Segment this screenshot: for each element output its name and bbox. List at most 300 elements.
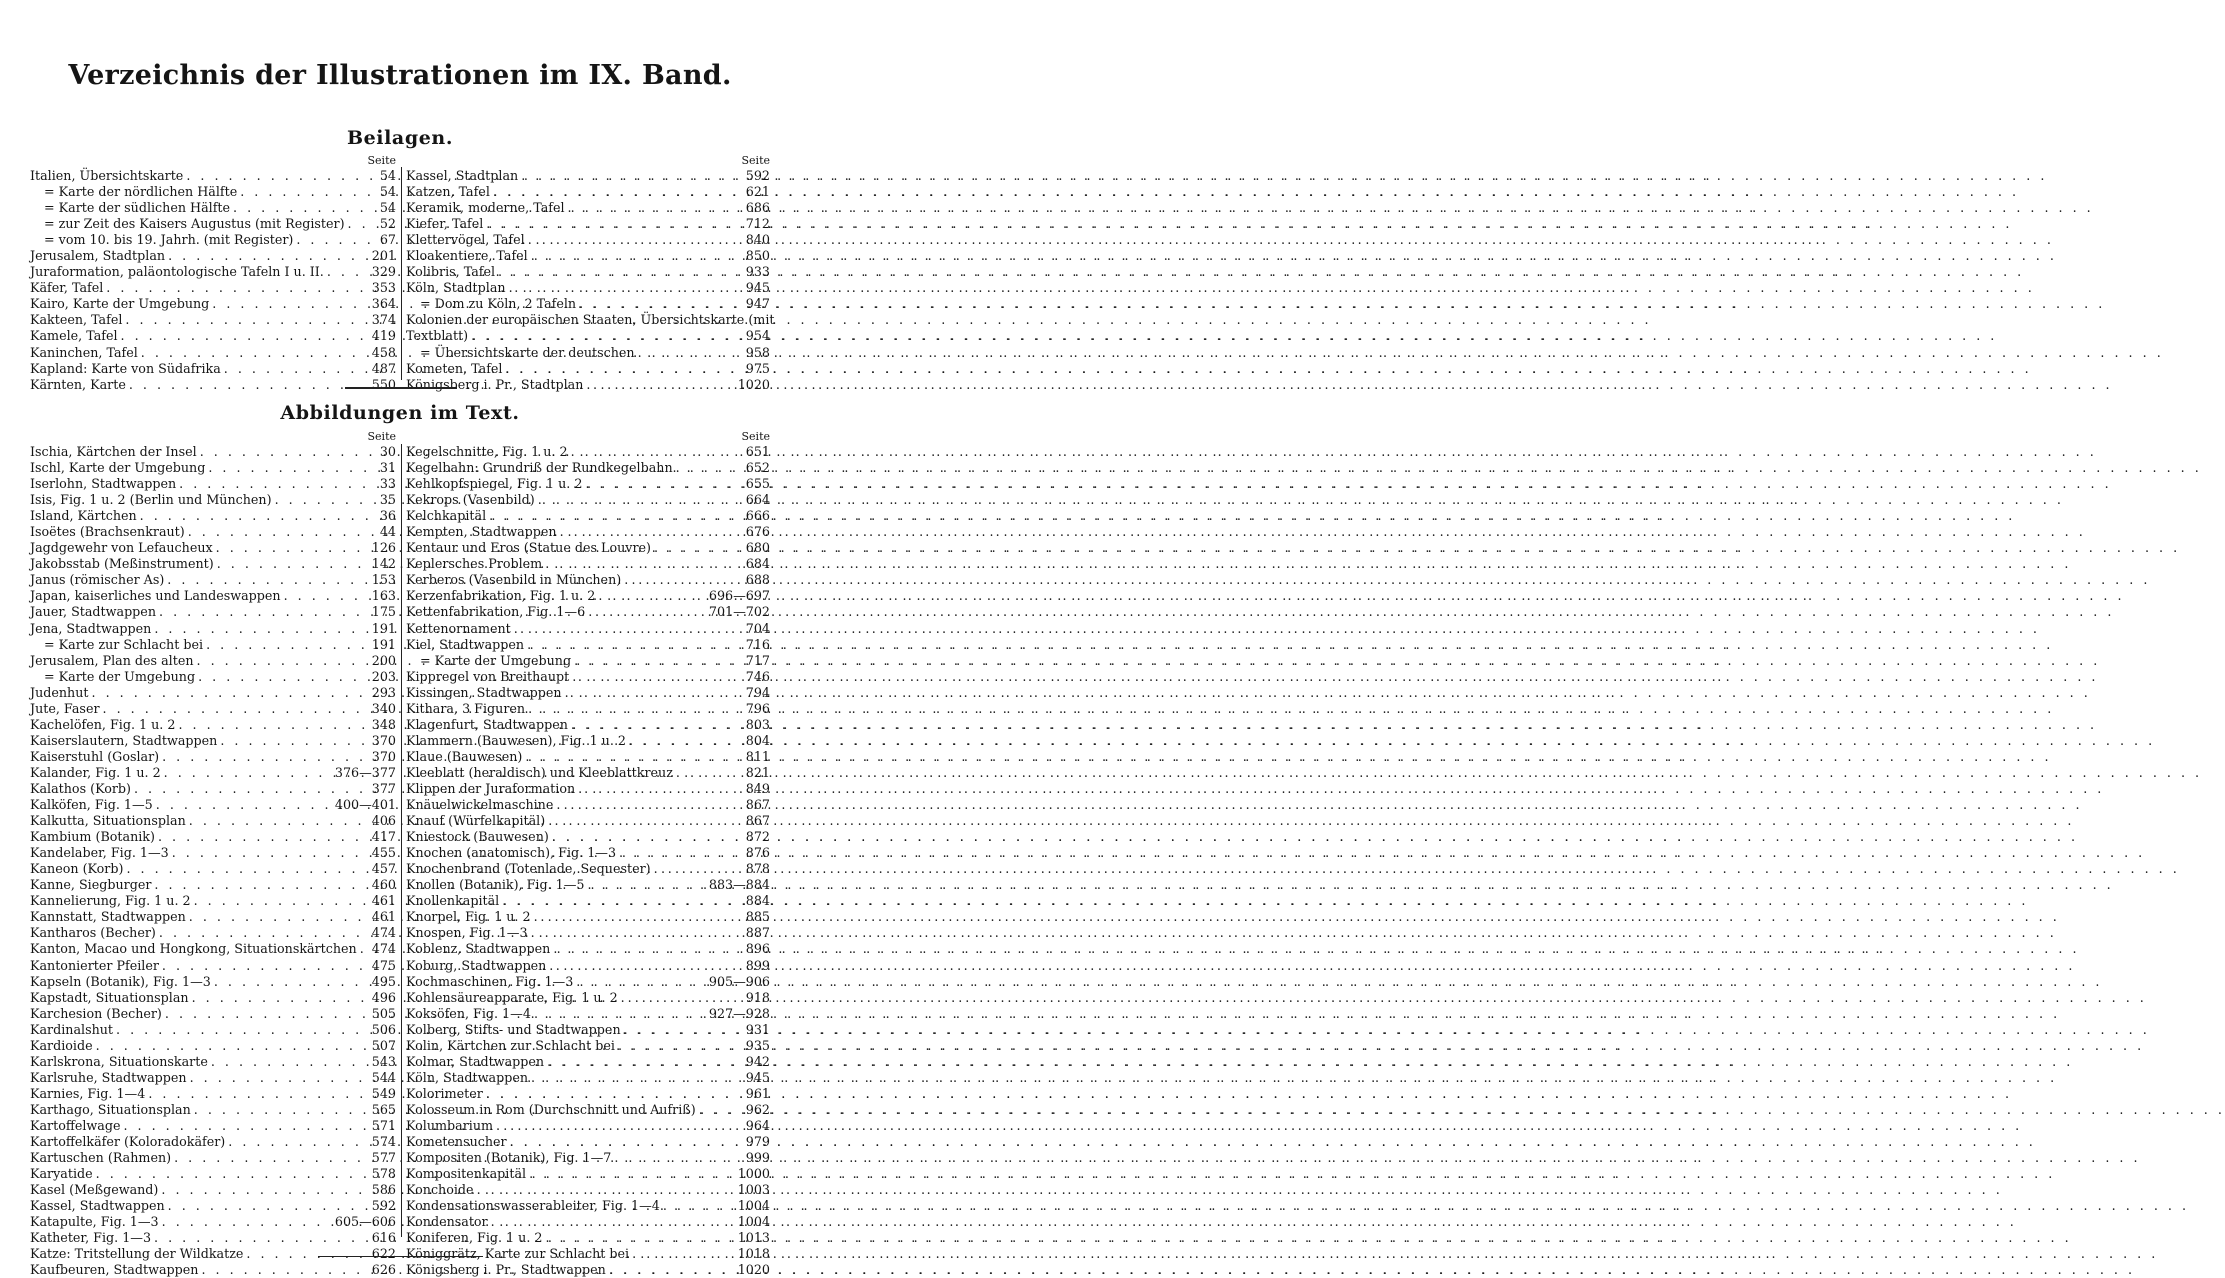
index-entry: [406, 184, 772, 200]
leader-dots: [585, 877, 709, 893]
index-entry: [406, 781, 772, 797]
entry-label: Knochen (anatomisch), Fig. 1—3: [406, 845, 617, 861]
index-entry: [30, 444, 398, 460]
entry-label: Kantonierter Pfeiler: [30, 957, 159, 973]
entry-page-number: 54: [379, 184, 396, 200]
entry-label: Kiefer, Tafel: [406, 216, 484, 232]
index-entry: [406, 1230, 772, 1246]
leader-dots: [621, 1022, 746, 1038]
entry-label: = vom 10. bis 19. Jahrh. (mit Register): [44, 232, 294, 248]
entry-label: Kippregel von Breithaupt: [406, 668, 570, 684]
index-entry: [30, 829, 398, 845]
page-title: Verzeichnis der Illustrationen im IX. Band.: [68, 60, 732, 91]
entry-page-number: 153: [371, 572, 396, 588]
index-entry: [30, 669, 398, 685]
entry-page-number: 803: [745, 716, 770, 732]
leader-dots: [165, 248, 372, 264]
leader-dots: [582, 476, 745, 492]
entry-page-number: 54: [379, 200, 396, 216]
entry-page-number: 506: [371, 1021, 396, 1037]
leader-dots: [525, 232, 746, 248]
entry-label: Kachelöfen, Fig. 1 u. 2: [30, 716, 176, 732]
index-entry: [406, 749, 772, 765]
entry-label: Kapland: Karte von Südafrika: [30, 360, 221, 376]
entry-page-number: 54: [379, 168, 396, 183]
index-entry: [30, 1022, 398, 1038]
index-entry: [30, 990, 398, 1006]
index-entry: [30, 556, 398, 572]
entry-page-number: 577: [371, 1150, 396, 1166]
index-entry: [406, 1150, 772, 1166]
leader-dots: [159, 1214, 335, 1230]
index-entry: [30, 524, 398, 540]
entry-label: Knorpel, Fig. 1 u. 2: [406, 909, 531, 925]
index-entry: [30, 1134, 398, 1150]
index-entry: [30, 1198, 398, 1214]
index-entry: [30, 476, 398, 492]
entry-label: Kakteen, Tafel: [30, 312, 123, 328]
index-entry: [406, 540, 772, 556]
entry-page-number: 717: [745, 652, 770, 668]
entry-page-number: 712: [745, 216, 770, 232]
entry-label: Klagenfurt, Stadtwappen: [406, 716, 568, 732]
entry-page-number: 867: [745, 797, 770, 813]
index-entry: [406, 1102, 772, 1118]
index-entry: [406, 588, 772, 604]
entry-page-number: 340: [371, 700, 396, 716]
entry-label: Kandelaber, Fig. 1—3: [30, 845, 169, 861]
entry-page-number: 621: [745, 184, 770, 200]
entry-label: Japan, kaiserliches und Landeswappen: [30, 588, 281, 604]
index-entry: [30, 328, 398, 344]
entry-label: Ischl, Karte der Umgebung: [30, 460, 206, 476]
entry-page-number: 655: [745, 476, 770, 492]
entry-label: Katapulte, Fig. 1—3: [30, 1214, 159, 1230]
leader-dots: [186, 813, 372, 829]
leader-dots: [272, 492, 380, 508]
entry-page-number: 370: [371, 732, 396, 748]
leader-dots: [120, 1118, 371, 1134]
index-entry: [30, 701, 398, 717]
leader-dots: [488, 1214, 738, 1230]
entry-page-number: 876: [745, 845, 770, 861]
entry-page-number: 457: [371, 861, 396, 877]
abbildungen-right-column: [406, 429, 772, 1278]
index-entry: [406, 797, 772, 813]
entry-label: Kolin, Kärtchen zur Schlacht bei: [406, 1037, 615, 1053]
index-entry: [30, 1006, 398, 1022]
entry-page-number: 191: [371, 636, 396, 652]
entry-label: = zur Zeit des Kaisers Augustus (mit Register): [44, 216, 345, 232]
entry-label: Kometen, Tafel: [406, 360, 503, 376]
leader-dots: [565, 200, 746, 216]
index-entry: [30, 1166, 398, 1182]
index-entry: [30, 264, 398, 280]
leader-dots: [197, 444, 380, 460]
leader-dots: [214, 556, 372, 572]
leader-dots: [162, 1006, 372, 1022]
index-entry: [30, 1070, 398, 1086]
entry-label: Jena, Stadtwappen: [30, 620, 152, 636]
entry-page-number: 626: [371, 1262, 396, 1278]
end-rule: [318, 1256, 483, 1257]
index-entry: [406, 296, 772, 312]
entry-page-number: 794: [745, 684, 770, 700]
leader-dots: [542, 556, 746, 572]
index-entry: [30, 312, 398, 328]
leader-dots: [531, 909, 746, 925]
entry-label: Kissingen, Stadtwappen: [406, 684, 562, 700]
entry-page-number: 495: [371, 973, 396, 989]
index-entry: [406, 1038, 772, 1054]
index-entry: [406, 460, 772, 476]
index-entry: [30, 861, 398, 877]
entry-page-number: 962: [745, 1101, 770, 1117]
entry-label: Kekrops (Vasenbild): [406, 492, 535, 508]
index-entry: [30, 540, 398, 556]
entry-page-number: 44: [379, 524, 396, 540]
section-title-beilagen: Beilagen.: [346, 127, 454, 149]
index-entry: [406, 765, 772, 781]
entry-page-number: 1003: [737, 1182, 770, 1198]
index-entry: [406, 1214, 772, 1230]
entry-label: Kolosseum in Rom (Durchschnitt und Aufriß): [406, 1101, 696, 1117]
index-entry: [406, 168, 772, 184]
entry-page-number: 622: [371, 1246, 396, 1262]
entry-page-number: 1020: [737, 1262, 770, 1278]
entry-page-number: 850: [745, 248, 770, 264]
index-entry: [406, 958, 772, 974]
index-entry: [406, 621, 772, 637]
entry-page-number: 664: [745, 492, 770, 508]
entry-page-number: 549: [371, 1085, 396, 1101]
entry-page-number: 203: [371, 668, 396, 684]
index-entry: [30, 1230, 398, 1246]
index-entry: [30, 508, 398, 524]
entry-page-number: 574: [371, 1134, 396, 1150]
entry-page-number: 666: [745, 508, 770, 524]
entry-label: Kassel, Stadtwappen: [30, 1198, 165, 1214]
index-entry: [406, 637, 772, 653]
index-entry: [406, 925, 772, 941]
leader-dots: [126, 377, 372, 393]
leader-dots: [357, 941, 372, 957]
entry-page-number: 840: [745, 232, 770, 248]
leader-dots: [137, 508, 380, 524]
index-entry: [406, 669, 772, 685]
entry-page-number: 461: [371, 909, 396, 925]
entry-page-number: 688: [745, 572, 770, 588]
entry-label: Kegelbahn: Grundriß der Rundkegelbahn: [406, 460, 673, 476]
leader-dots: [164, 572, 371, 588]
leader-dots: [495, 264, 746, 280]
entry-label: Kantharos (Becher): [30, 925, 156, 941]
leader-dots: [522, 749, 745, 765]
leader-dots: [175, 717, 371, 733]
entry-page-number: 201: [371, 248, 396, 264]
leader-dots: [89, 685, 372, 701]
leader-dots: [557, 524, 746, 540]
leader-dots: [673, 460, 746, 476]
leader-dots: [221, 361, 372, 377]
leader-dots: [151, 621, 371, 637]
entry-page-number: 126: [371, 540, 396, 556]
entry-label: Kassel, Stadtplan: [406, 168, 519, 183]
leader-dots: [186, 909, 372, 925]
entry-label: Kohlensäureapparate, Fig. 1 u. 2: [406, 989, 618, 1005]
leader-dots: [138, 345, 372, 361]
entry-page-number: 191: [371, 620, 396, 636]
index-entry: [30, 893, 398, 909]
entry-page-number: 704: [745, 620, 770, 636]
entry-page-number: 918: [745, 989, 770, 1005]
leader-dots: [606, 1262, 738, 1278]
leader-dots: [183, 168, 380, 184]
entry-page-number: 592: [745, 168, 770, 183]
section-divider-rule: [345, 387, 457, 389]
entry-page-number: 945: [745, 1069, 770, 1085]
entry-label: Kerzenfabrikation, Fig. 1 u. 2: [406, 588, 596, 604]
entry-label: Kaufbeuren, Stadtwappen: [30, 1262, 199, 1278]
leader-dots: [293, 232, 379, 248]
leader-dots: [151, 1230, 372, 1246]
index-entry: [30, 1246, 398, 1262]
entry-label: Jauer, Stadtwappen: [30, 604, 156, 620]
entry-label: Kambium (Botanik): [30, 829, 155, 845]
index-entry: [406, 685, 772, 701]
leader-dots: [243, 1246, 371, 1262]
leader-dots: [575, 781, 746, 797]
entry-page-number: 954: [745, 328, 770, 344]
entry-page-number: 163: [371, 588, 396, 604]
index-entry: [406, 508, 772, 524]
index-entry: [406, 556, 772, 572]
leader-dots: [635, 345, 746, 361]
index-entry: [406, 1086, 772, 1102]
leader-dots: [483, 216, 745, 232]
entry-label: Iserlohn, Stadtwappen: [30, 476, 177, 492]
leader-dots: [156, 925, 372, 941]
entry-label: Kapseln (Botanik), Fig. 1—3: [30, 973, 211, 989]
entry-label: Klaue (Bauwesen): [406, 748, 523, 764]
index-entry: [30, 974, 398, 990]
index-entry: [406, 604, 772, 620]
index-entry: [406, 1134, 772, 1150]
entry-page-number: 544: [371, 1069, 396, 1085]
entry-label: Karyatide: [30, 1166, 93, 1182]
leader-dots: [673, 765, 746, 781]
leader-dots: [615, 1038, 746, 1054]
index-entry: [406, 361, 772, 377]
index-entry: [406, 572, 772, 588]
entry-page-number: 716: [745, 636, 770, 652]
entry-page-number: 887: [745, 925, 770, 941]
index-entry: [30, 377, 398, 393]
index-entry: [406, 877, 772, 893]
leader-dots: [499, 893, 746, 909]
entry-label: Kettenornament: [406, 620, 511, 636]
entry-page-number: 905—906: [708, 973, 770, 989]
index-entry: [30, 184, 398, 200]
leader-dots: [531, 1006, 709, 1022]
entry-page-number: 565: [371, 1101, 396, 1117]
leader-dots: [535, 492, 746, 508]
index-entry: [406, 1118, 772, 1134]
entry-label: Textblatt): [406, 328, 469, 344]
entry-page-number: 400—401: [334, 797, 396, 813]
entry-page-number: 474: [371, 925, 396, 941]
entry-label: Knospen, Fig. 1—3: [406, 925, 528, 941]
leader-dots: [483, 1086, 746, 1102]
leader-dots: [198, 1262, 371, 1278]
index-entry: [406, 1070, 772, 1086]
entry-label: Kondensator: [406, 1214, 488, 1230]
leader-dots: [573, 974, 709, 990]
index-entry: [406, 990, 772, 1006]
entry-page-number: 684: [745, 556, 770, 572]
entry-label: Kettenfabrikation, Fig. 1—6: [406, 604, 586, 620]
entry-label: Kolibris, Tafel: [406, 264, 496, 280]
entry-label: Katheter, Fig. 1—3: [30, 1230, 152, 1246]
leader-dots: [209, 296, 371, 312]
section-title-abbildungen: Abbildungen im Text.: [280, 402, 520, 424]
index-entry: [30, 845, 398, 861]
index-entry: [406, 345, 772, 361]
index-entry: [30, 1038, 398, 1054]
index-entry: [406, 829, 772, 845]
leader-dots: [568, 717, 746, 733]
entry-page-number: 460: [371, 877, 396, 893]
leader-dots: [122, 312, 371, 328]
entry-label: Kolumbarium: [406, 1117, 494, 1133]
entry-page-number: 30: [379, 444, 396, 459]
index-entry: [30, 653, 398, 669]
leader-dots: [629, 1246, 738, 1262]
leader-dots: [571, 653, 746, 669]
entry-page-number: 364: [371, 296, 396, 312]
entry-label: Koksöfen, Fig. 1—4: [406, 1005, 531, 1021]
abbildungen-column-divider: [401, 444, 402, 1237]
leader-dots: [545, 813, 746, 829]
entry-page-number: 849: [745, 780, 770, 796]
entry-page-number: 958: [745, 344, 770, 360]
index-entry: [406, 1262, 772, 1278]
entry-page-number: 377: [371, 780, 396, 796]
leader-dots: [524, 637, 746, 653]
index-entry: [30, 1150, 398, 1166]
index-entry: [30, 781, 398, 797]
index-entry: [406, 264, 772, 280]
entry-label: Königgrätz, Karte zur Schlacht bei: [406, 1246, 630, 1262]
index-entry: [30, 1182, 398, 1198]
entry-label: Kalköfen, Fig. 1—5: [30, 797, 153, 813]
leader-dots: [158, 1182, 371, 1198]
entry-label: Kondensationswasserableiter, Fig. 1—4: [406, 1198, 660, 1214]
entry-label: Kartoffelkäfer (Koloradokäfer): [30, 1134, 226, 1150]
index-entry: [406, 280, 772, 296]
index-entry: [30, 232, 398, 248]
entry-page-number: 676: [745, 524, 770, 540]
entry-page-number: 945: [745, 280, 770, 296]
entry-page-number: 975: [745, 360, 770, 376]
index-entry: [30, 621, 398, 637]
leader-dots: [525, 701, 746, 717]
leader-dots: [155, 829, 372, 845]
leader-dots: [191, 893, 372, 909]
leader-dots: [616, 845, 746, 861]
entry-page-number: 867: [745, 813, 770, 829]
entry-label: Judenhut: [30, 684, 89, 700]
entry-page-number: 686: [745, 200, 770, 216]
entry-label: Karthago, Situationsplan: [30, 1101, 191, 1117]
leader-dots: [208, 1054, 372, 1070]
entry-page-number: 455: [371, 845, 396, 861]
index-entry: [30, 1086, 398, 1102]
entry-label: Kardioide: [30, 1037, 93, 1053]
entry-page-number: 36: [379, 508, 396, 524]
entry-label: Isis, Fig. 1 u. 2 (Berlin und München): [30, 492, 272, 508]
leader-dots: [176, 476, 380, 492]
entry-label: Kannstatt, Stadtwappen: [30, 909, 186, 925]
index-entry: [30, 1214, 398, 1230]
entry-page-number: 935: [745, 1037, 770, 1053]
entry-page-number: 406: [371, 813, 396, 829]
leader-dots: [568, 444, 746, 460]
index-entry: [406, 312, 775, 328]
leader-dots: [217, 733, 371, 749]
leader-dots: [696, 1102, 746, 1118]
entry-page-number: 175: [371, 604, 396, 620]
entry-page-number: 933: [745, 264, 770, 280]
leader-dots: [156, 604, 372, 620]
index-entry: [406, 1182, 772, 1198]
entry-page-number: 961: [745, 1085, 770, 1101]
entry-label: Kaninchen, Tafel: [30, 344, 138, 360]
entry-page-number: 885: [745, 909, 770, 925]
entry-label: Kehlkopfspiegel, Fig. 1 u. 2: [406, 476, 583, 492]
leader-dots: [550, 941, 745, 957]
leader-dots: [528, 925, 746, 941]
index-entry: [30, 296, 398, 312]
entry-page-number: 796: [745, 700, 770, 716]
entry-label: = Karte zur Schlacht bei: [44, 636, 204, 652]
index-entry: [30, 588, 398, 604]
entry-page-number: 947: [745, 296, 770, 312]
entry-page-number: 52: [379, 216, 396, 232]
entry-page-number: 507: [371, 1037, 396, 1053]
entry-page-number: 680: [745, 540, 770, 556]
entry-page-number: 964: [745, 1117, 770, 1133]
entry-label: Kaiserslautern, Stadtwappen: [30, 732, 218, 748]
entry-label: Karlsruhe, Stadtwappen: [30, 1069, 187, 1085]
leader-dots: [345, 216, 380, 232]
leader-dots: [660, 1198, 738, 1214]
entry-page-number: 701—702: [708, 604, 770, 620]
leader-dots: [542, 1230, 737, 1246]
index-entry: [30, 877, 398, 893]
leader-dots: [502, 361, 745, 377]
entry-label: Keplersches Problem: [406, 556, 543, 572]
index-entry: [406, 813, 772, 829]
abbildungen-left-list: [30, 444, 398, 1278]
beilagen-left-column: [30, 153, 398, 393]
entry-page-number: 651: [745, 444, 770, 459]
leader-dots: [651, 540, 746, 556]
leader-dots: [468, 328, 746, 344]
entry-label: Kiel, Stadtwappen: [406, 636, 525, 652]
entry-page-number: 461: [371, 893, 396, 909]
index-entry: [406, 653, 772, 669]
